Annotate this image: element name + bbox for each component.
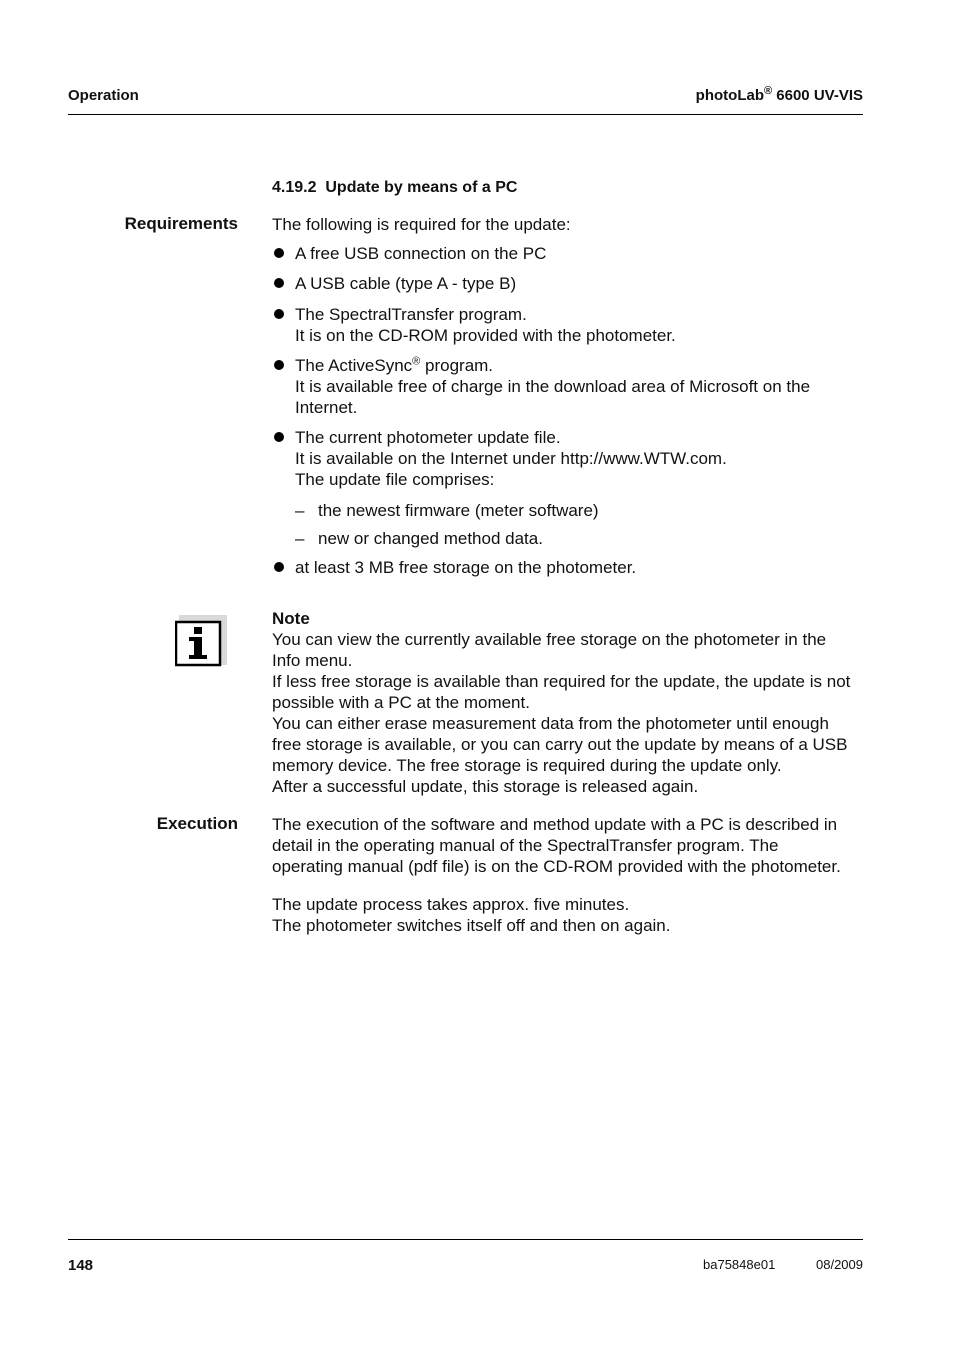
list-item — [272, 243, 872, 264]
list-item-text: A free USB connection on the PC — [295, 244, 547, 263]
requirements-label: Requirements — [124, 214, 238, 233]
bullet-icon — [274, 432, 284, 442]
execution-line: The update process takes approx. five minutes. — [272, 895, 630, 914]
list-item — [272, 273, 872, 294]
execution-label: Execution — [156, 814, 238, 833]
header-product-model: 6600 UV-VIS — [772, 87, 863, 104]
note-line: You can view the currently available free storage on the photometer in the — [272, 630, 827, 649]
dash-icon: – — [295, 529, 305, 548]
bullet-icon — [274, 248, 284, 258]
activesync-name: The ActiveSync — [295, 356, 413, 375]
info-icon — [175, 615, 227, 667]
header-product-name: photoLab — [695, 87, 764, 104]
note-line: Info menu. — [272, 651, 353, 670]
execution-para-1 — [272, 814, 872, 877]
sub-list-item — [272, 528, 872, 549]
bullet-icon — [274, 360, 284, 370]
sub-list-item-text: new or changed method data. — [318, 529, 543, 548]
requirements-intro: The following is required for the update: — [272, 215, 571, 234]
dash-icon: – — [295, 501, 305, 520]
execution-para-2 — [272, 894, 872, 936]
bullet-icon — [274, 562, 284, 572]
note-title: Note — [272, 609, 310, 628]
sub-list-item — [272, 500, 872, 521]
list-item-text — [295, 355, 872, 418]
note-line: After a successful update, this storage is released again. — [272, 777, 699, 796]
activesync-post: program. — [420, 356, 494, 375]
doc-id: ba75848e01 — [703, 1257, 776, 1272]
list-item-line: The update file comprises: — [295, 470, 495, 489]
activesync-reg: ® — [412, 355, 421, 368]
list-item — [272, 304, 872, 346]
note-line: You can either erase measurement data from the photometer until enough — [272, 714, 829, 733]
note-body — [272, 629, 872, 797]
header-product — [696, 87, 863, 104]
list-item-line: The SpectralTransfer program. — [295, 305, 527, 324]
page-number: 148 — [68, 1257, 94, 1274]
header-rule — [68, 114, 863, 115]
note-line: If less free storage is available than required for the update, the update is not — [272, 672, 851, 691]
note-line: free storage is available, or you can carry out the update by means of a USB — [272, 735, 848, 754]
execution-line: operating manual (pdf file) is on the CD-ROM provided with the photometer. — [272, 857, 841, 876]
list-item-text — [295, 304, 872, 346]
list-item-text: A USB cable (type A - type B) — [295, 274, 517, 293]
section-number: 4.19.2 — [272, 179, 317, 196]
header-section: Operation — [68, 87, 139, 104]
list-item — [272, 427, 872, 490]
section-heading — [272, 179, 517, 197]
bullet-icon — [274, 309, 284, 319]
list-item-line: Internet. — [295, 398, 358, 417]
list-item-line: It is on the CD-ROM provided with the photometer. — [295, 326, 676, 345]
list-item — [272, 355, 872, 418]
list-item-text: at least 3 MB free storage on the photometer. — [295, 558, 637, 577]
sub-list-item-text: the newest firmware (meter software) — [318, 501, 599, 520]
list-item-line: It is available on the Internet under http://www.WTW.com. — [295, 449, 727, 468]
execution-line: The execution of the software and method update with a PC is described in — [272, 815, 838, 834]
doc-date: 08/2009 — [816, 1257, 863, 1272]
execution-line: The photometer switches itself off and then on again. — [272, 916, 671, 935]
note-line: possible with a PC at the moment. — [272, 693, 530, 712]
footer-rule — [68, 1239, 863, 1240]
list-item-line: It is available free of charge in the download area of Microsoft on the — [295, 377, 811, 396]
list-item-text — [295, 427, 872, 490]
header-product-reg: ® — [764, 85, 773, 97]
list-item-line: The current photometer update file. — [295, 428, 561, 447]
section-title: Update by means of a PC — [325, 179, 518, 196]
execution-line: detail in the operating manual of the SpectralTransfer program. The — [272, 836, 779, 855]
list-item — [272, 557, 872, 578]
list-item-line — [295, 355, 872, 376]
bullet-icon — [274, 278, 284, 288]
note-line: memory device. The free storage is required during the update only. — [272, 756, 782, 775]
